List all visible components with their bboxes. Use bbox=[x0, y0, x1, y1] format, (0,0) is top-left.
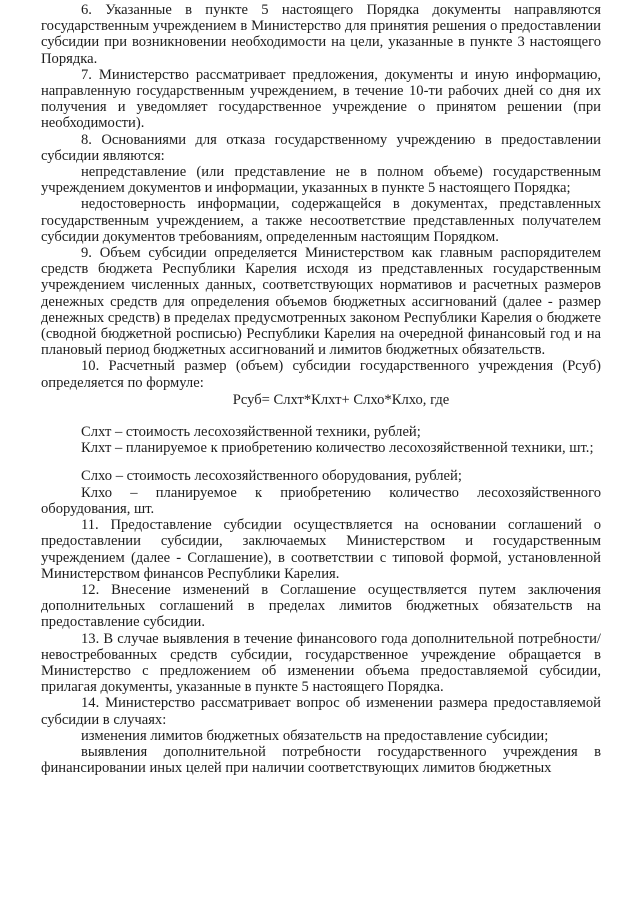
definition-klho: Клхо – планируемое к приобретению количество лесохозяйственного оборудования, шт. bbox=[41, 484, 601, 517]
subsidy-formula: Рсуб= Слхт*Клхт+ Слхо*Клхо, где bbox=[232, 391, 450, 408]
document-body bbox=[41, 2, 601, 776]
paragraph-14-case-1: изменения лимитов бюджетных обязательств на предоставление субсидии; bbox=[81, 727, 549, 744]
paragraph-6: 6. Указанные в пункте 5 настоящего Порядка документы направляются государственным учреждением в Министерство для принятия решения о предоставлении субсидии при возникновении необходимости на цели, указанные в пункте 3 настоящего Порядка. bbox=[41, 2, 601, 67]
paragraph-10: 10. Расчетный размер (объем) субсидии государственного учреждения (Рсуб) определяется по формуле: bbox=[41, 358, 601, 391]
definition-slho: Слхо – стоимость лесохозяйственного оборудования, рублей; bbox=[81, 468, 462, 485]
paragraph-9: 9. Объем субсидии определяется Министерством как главным распорядителем средств бюджета Республики Карелия исходя из представленных государственным учреждением численных данных, соответствующих нормативов и расчетных размеров денежных средств для определения объемов бюджетных ассигнований (далее - размер денежных средств) в пределах предусмотренных законом Республики Карелия о бюджете (сводной бюджетной росписью) Республики Карелия на очередной финансовый год и на плановый период бюджетных ассигнований и лимитов бюджетных обязательств. bbox=[41, 245, 601, 359]
paragraph-13: 13. В случае выявления в течение финансового года дополнительной потребности/невостребованных средств субсидии, государственное учреждение обращается в Министерство с предложением об изменении объема предоставляемой субсидии, прилагая документы, указанные в пункте 5 настоящего Порядка. bbox=[41, 630, 601, 696]
paragraph-14: 14. Министерство рассматривает вопрос об изменении размера предоставляемой субсидии в случаях: bbox=[41, 695, 601, 728]
paragraph-11: 11. Предоставление субсидии осуществляется на основании соглашений о предоставлении субсидии, заключаемых Министерством и государственным учреждением (далее - Соглашение), в соответствии с типовой формой, установленной Министерством финансов Республики Карелия. bbox=[41, 517, 601, 582]
paragraph-7: 7. Министерство рассматривает предложения, документы и иную информацию, направленную государственным учреждением, в течение 10-ти рабочих дней со дня их получения и уведомляет государственное учреждение о принятом решении (при необходимости). bbox=[41, 66, 601, 132]
definition-slht: Слхт – стоимость лесохозяйственной техники, рублей; bbox=[81, 424, 421, 441]
spacer bbox=[41, 408, 601, 424]
paragraph-14-case-2: выявления дополнительной потребности государственного учреждения в финансировании иных целей при наличии соответствующих лимитов бюджетных bbox=[41, 743, 601, 777]
paragraph-8: 8. Основаниями для отказа государственному учреждению в предоставлении субсидии являются: bbox=[41, 131, 601, 164]
paragraph-8-reason-1: непредставление (или представление не в полном объеме) государственным учреждением документов и информации, указанных в пункте 5 настоящего Порядка; bbox=[41, 164, 601, 197]
definition-klht: Клхт – планируемое к приобретению количество лесохозяйственной техники, шт.; bbox=[81, 440, 594, 457]
paragraph-12: 12. Внесение изменений в Соглашение осуществляется путем заключения дополнительных соглашений в пределах лимитов бюджетных обязательств на предоставление субсидии. bbox=[41, 581, 601, 631]
paragraph-8-reason-2: недостоверность информации, содержащейся в документах, представленных государственным учреждением, а также несоответствие представленных получателем субсидии документов требованиям, определенным настоящим Порядком. bbox=[41, 196, 601, 245]
